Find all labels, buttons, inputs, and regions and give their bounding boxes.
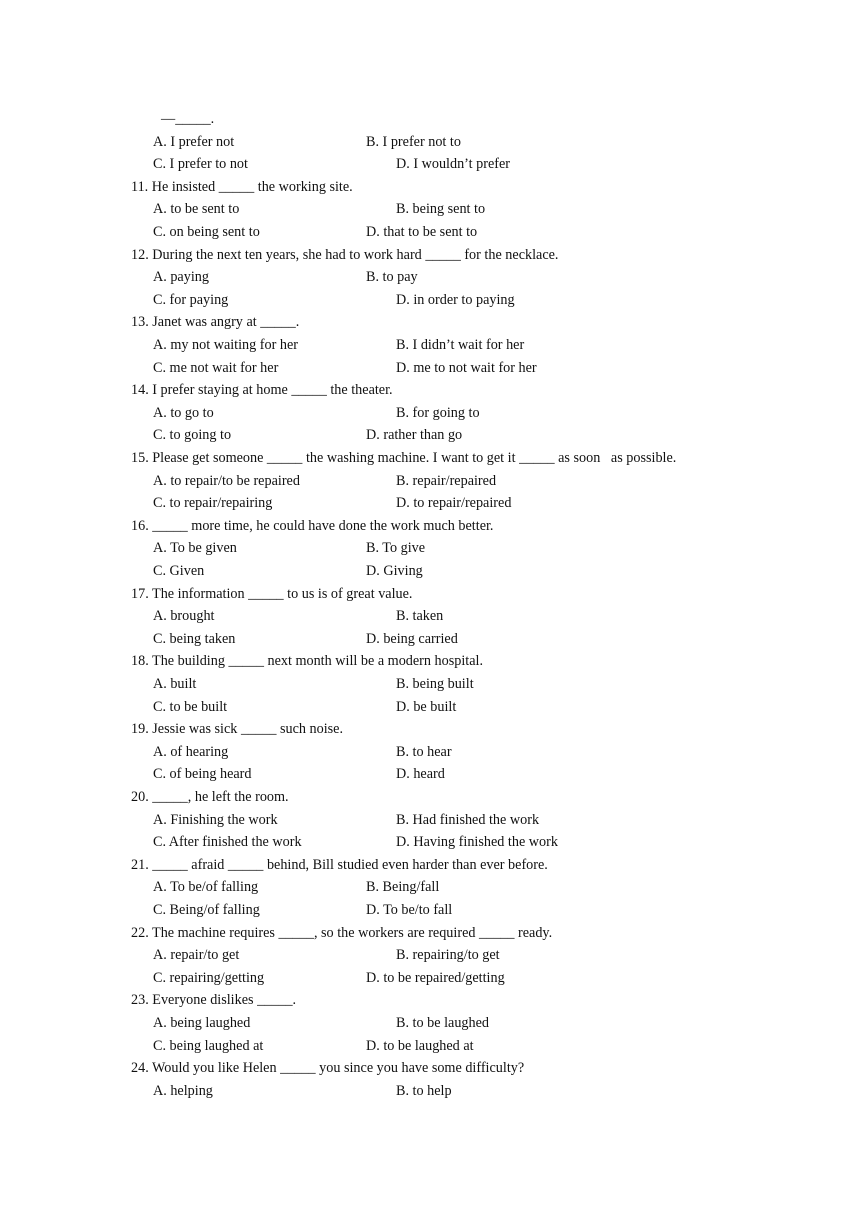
option-b: B. Being/fall <box>366 879 440 896</box>
question-stem: 11. He insisted _____ the working site. <box>131 178 353 195</box>
option-b: B. to be laughed <box>396 1015 489 1031</box>
question-stem: 22. The machine requires _____, so the workers are required _____ ready. <box>131 924 553 941</box>
option-c: C. being taken <box>153 630 236 647</box>
option-c: C. repairing/getting <box>153 969 265 986</box>
option-a: A. I prefer not <box>153 133 235 150</box>
question-stem: 12. During the next ten years, she had to work hard _____ for the necklace. <box>131 246 559 263</box>
option-a: A. Finishing the work <box>153 811 278 828</box>
option-c: C. After finished the work <box>153 834 302 851</box>
option-a: A. To be/of falling <box>153 879 259 896</box>
option-c: C. being laughed at <box>153 1037 264 1054</box>
option-d: D. I wouldn’t prefer <box>396 156 510 173</box>
option-b: B. I didn’t wait for her <box>396 337 525 353</box>
option-a: A. To be given <box>153 540 237 557</box>
option-d: D. me to not wait for her <box>396 359 537 376</box>
option-b: B. to hear <box>396 743 452 760</box>
option-b: B. taken <box>396 608 444 625</box>
option-d: D. being carried <box>366 630 458 647</box>
option-a: A. paying <box>153 269 209 286</box>
question-stem: 21. _____ afraid _____ behind, Bill studied even harder than ever before. <box>131 856 548 873</box>
option-b: B. repair/repaired <box>396 472 497 489</box>
option-d: D. rather than go <box>366 427 463 444</box>
option-a: A. my not waiting for her <box>153 337 298 353</box>
option-d: D. to be laughed at <box>366 1037 474 1054</box>
option-c: C. to going to <box>153 427 232 444</box>
option-a: A. being laughed <box>153 1015 251 1031</box>
option-b: B. to help <box>396 1082 452 1099</box>
option-b: B. I prefer not to <box>366 133 461 150</box>
option-a: A. built <box>153 676 197 692</box>
option-a: A. of hearing <box>153 743 229 760</box>
question-stem: 19. Jessie was sick _____ such noise. <box>131 721 344 738</box>
option-c: C. to repair/repairing <box>153 495 273 512</box>
option-d: D. that to be sent to <box>366 224 478 240</box>
option-b: B. To give <box>366 540 426 557</box>
option-d: D. be built <box>396 698 457 715</box>
option-a: A. brought <box>153 608 215 625</box>
option-c: C. Being/of falling <box>153 902 260 918</box>
question-stem: 14. I prefer staying at home _____ the theater. <box>131 382 393 399</box>
option-b: B. being built <box>396 676 474 692</box>
option-a: A. repair/to get <box>153 947 240 964</box>
option-b: B. for going to <box>396 404 480 421</box>
question-stem: 23. Everyone dislikes _____. <box>131 992 297 1009</box>
question-stem: 18. The building _____ next month will be a modern hospital. <box>131 653 484 670</box>
option-b: B. to pay <box>366 269 418 286</box>
option-c: C. Given <box>153 563 205 579</box>
option-d: D. heard <box>396 766 445 783</box>
option-d: D. Having finished the work <box>396 834 558 851</box>
option-b: B. repairing/to get <box>396 947 500 964</box>
question-stem: 16. _____ more time, he could have done the work much better. <box>131 517 494 534</box>
option-b: B. being sent to <box>396 201 486 218</box>
option-c: C. of being heard <box>153 766 252 783</box>
option-b: B. Had finished the work <box>396 811 540 828</box>
option-c: C. on being sent to <box>153 224 260 240</box>
option-a: A. to be sent to <box>153 201 240 218</box>
question-stem: 13. Janet was angry at _____. <box>131 314 300 331</box>
option-d: D. To be/to fall <box>366 902 453 918</box>
option-a: A. to repair/to be repaired <box>153 472 300 489</box>
option-d: D. to be repaired/getting <box>366 969 505 986</box>
question-stem: 24. Would you like Helen _____ you since you have some difficulty? <box>131 1060 525 1077</box>
option-a: A. to go to <box>153 404 214 421</box>
question-stem: 17. The information _____ to us is of great value. <box>131 585 413 602</box>
option-d: D. in order to paying <box>396 291 515 308</box>
option-a: A. helping <box>153 1082 213 1099</box>
option-c: C. for paying <box>153 291 229 308</box>
option-d: D. Giving <box>366 563 423 579</box>
option-c: C. to be built <box>153 698 228 715</box>
question-stem: 15. Please get someone _____ the washing machine. I want to get it _____ as soon as possible. <box>131 450 677 466</box>
option-c: C. me not wait for her <box>153 359 279 376</box>
question-stem: 20. _____, he left the room. <box>131 789 289 805</box>
option-d: D. to repair/repaired <box>396 495 512 512</box>
option-c: C. I prefer to not <box>153 156 248 173</box>
answer-blank-line: —_____. <box>161 111 215 127</box>
